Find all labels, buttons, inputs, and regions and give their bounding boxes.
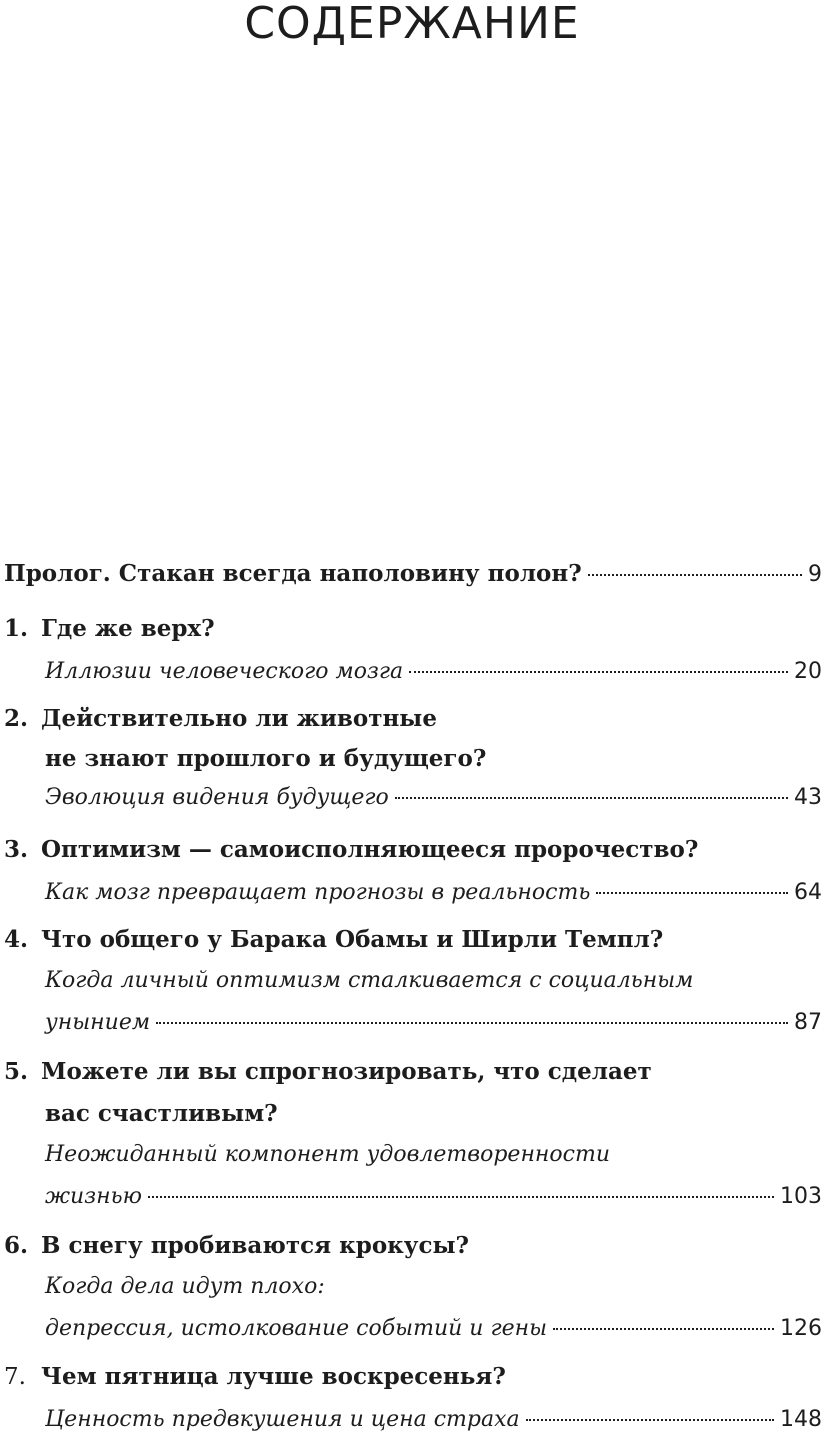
entry-title-continued: не знают прошлого и будущего? (45, 745, 487, 772)
entry-subtitle-continued: жизнью (45, 1184, 143, 1209)
entry-title: В снегу пробиваются крокусы? (41, 1232, 470, 1259)
dot-leader (588, 574, 802, 576)
chapter-number: 2. (4, 705, 29, 732)
toc-entry-6[interactable] (4, 1232, 822, 1360)
toc-entry-4[interactable] (4, 926, 822, 1054)
entry-subtitle: Неожиданный компонент удовлетворенности (45, 1142, 611, 1167)
toc-entry-5[interactable] (4, 1058, 822, 1228)
page-number: 9 (808, 562, 822, 587)
toc-entry-7[interactable] (4, 1363, 822, 1451)
chapter-number: 5. (4, 1058, 29, 1085)
dot-leader (395, 797, 788, 799)
page-title: СОДЕРЖАНИЕ (244, 0, 580, 49)
chapter-number: 7. (4, 1364, 26, 1390)
toc-entry-1[interactable] (4, 615, 822, 703)
page-number: 87 (794, 1010, 822, 1035)
entry-title: Действительно ли животные (41, 705, 437, 732)
page-number: 64 (794, 880, 822, 905)
page-number: 43 (794, 785, 822, 810)
entry-subtitle: Ценность предвкушения и цена страха (45, 1407, 520, 1432)
page-number: 148 (780, 1407, 822, 1432)
entry-title: Пролог. Стакан всегда наполовину полон? (4, 560, 582, 587)
entry-subtitle: Эволюция видения будущего (45, 785, 389, 810)
entry-title: Оптимизм — самоисполняющееся пророчество? (41, 836, 699, 863)
entry-subtitle: Когда личный оптимизм сталкивается с социальным (45, 968, 694, 993)
page-number: 20 (794, 659, 822, 684)
dot-leader (553, 1328, 774, 1330)
entry-subtitle-continued: унынием (45, 1010, 151, 1035)
entry-title: Можете ли вы спрогнозировать, что сделает (41, 1058, 652, 1085)
page-number: 126 (780, 1316, 822, 1341)
toc-entry-3[interactable] (4, 836, 822, 924)
dot-leader (156, 1022, 788, 1024)
chapter-number: 1. (4, 615, 29, 642)
toc-entry-prologue[interactable] (4, 560, 822, 604)
page-number: 103 (780, 1184, 822, 1209)
entry-subtitle: Как мозг превращает прогнозы в реальность (45, 880, 591, 905)
dot-leader (148, 1196, 774, 1198)
entry-title: Где же верх? (41, 615, 215, 642)
dot-leader (596, 892, 788, 894)
entry-title: Что общего у Барака Обамы и Ширли Темпл? (41, 926, 664, 953)
entry-title-continued: вас счастливым? (45, 1100, 278, 1127)
entry-subtitle: Иллюзии человеческого мозга (45, 659, 404, 684)
entry-title: Чем пятница лучше воскресенья? (41, 1363, 506, 1390)
entry-subtitle-continued: депрессия, истолкование событий и гены (45, 1316, 547, 1341)
chapter-number: 6. (4, 1232, 29, 1259)
chapter-number: 4. (4, 926, 29, 953)
entry-subtitle: Когда дела идут плохо: (45, 1274, 325, 1299)
dot-leader (526, 1419, 774, 1421)
dot-leader (409, 671, 788, 673)
chapter-number: 3. (4, 836, 29, 863)
toc-entry-2[interactable] (4, 705, 822, 829)
